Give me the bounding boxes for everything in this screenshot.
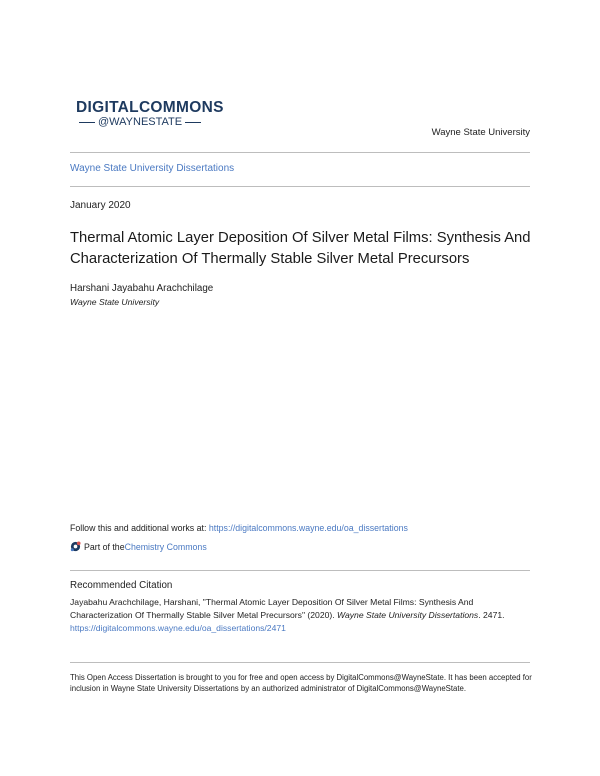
series-link[interactable]: Wayne State University Dissertations (70, 163, 235, 174)
recommended-citation (70, 596, 532, 635)
divider-citation (70, 570, 530, 571)
digitalcommons-logo (76, 99, 224, 129)
follow-url-link[interactable]: https://digitalcommons.wayne.edu/oa_dissertations (208, 523, 408, 533)
part-of-prefix: Part of the (84, 541, 125, 552)
logo-bottom-row (76, 116, 216, 129)
citation-url-link[interactable]: https://digitalcommons.wayne.edu/oa_dissertations/2471 (70, 623, 286, 633)
chemistry-commons-link[interactable]: Chemistry Commons (124, 541, 207, 552)
author-affiliation: Wayne State University (70, 297, 160, 307)
divider-top (70, 152, 530, 153)
citation-number: . 2471. (478, 610, 505, 620)
citation-text: Jayabahu Arachchilage, Harshani, "Thermal Atomic Layer Deposition Of Silver Metal Films: Synthesis And Characterization Of Thermally Stable Silver Metal Precursors" (2020). (70, 597, 474, 620)
part-of-line (70, 541, 207, 552)
open-access-notice: This Open Access Dissertation is brought to you for free and open access by DigitalCommons@WayneState. It has been accepted for inclusion in Wayne State University Dissertations by an authorized administrator of DigitalCommons@WayneState. (70, 673, 532, 693)
header-university: Wayne State University (431, 127, 530, 138)
logo-dash-left (79, 122, 95, 123)
network-icon (70, 541, 81, 552)
divider-notice (70, 662, 530, 663)
follow-line (70, 523, 408, 533)
logo-bottom-text: @WAYNESTATE (98, 116, 183, 128)
publication-date: January 2020 (70, 200, 131, 211)
author-name: Harshani Jayabahu Arachchilage (70, 283, 214, 294)
citation-series: Wayne State University Dissertations (337, 610, 479, 620)
logo-top-text: DIGITALCOMMONS (76, 99, 224, 116)
logo-dash-right (185, 122, 201, 123)
document-title: Thermal Atomic Layer Deposition Of Silver Metal Films: Synthesis And Characterization Of Thermally Stable Silver Metal Precursors (70, 230, 531, 267)
follow-prefix: Follow this and additional works at: (70, 523, 209, 533)
divider-series (70, 186, 530, 187)
recommended-citation-heading: Recommended Citation (70, 580, 173, 591)
